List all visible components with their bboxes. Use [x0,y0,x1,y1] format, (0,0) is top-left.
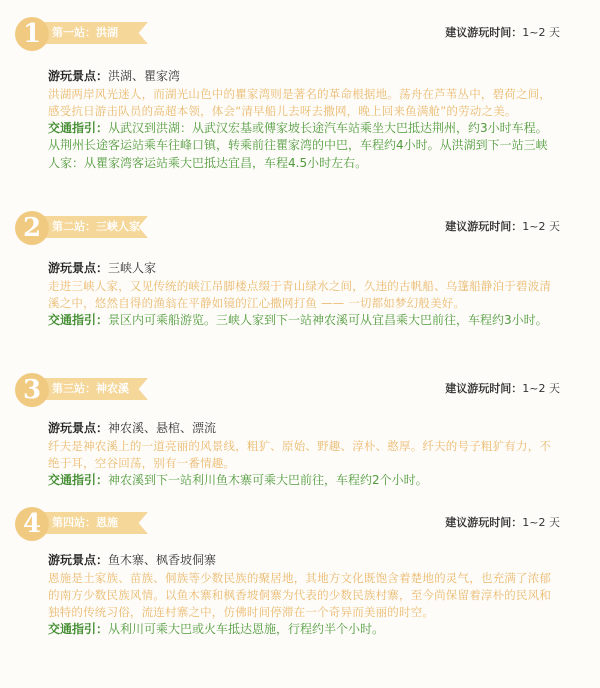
stage-3-body [0,420,600,489]
suggested-time [445,24,560,40]
spots-line [48,68,558,86]
stage-2-header [0,210,600,250]
stage-title: 第二站：三峡人家 [52,220,140,233]
stage-title: 第三站：神农溪 [52,382,129,395]
transport-line [48,472,558,490]
stage-number-badge: 2 [15,211,49,245]
suggested-time-label: 建议游玩时间： [445,26,523,39]
suggested-time-value: 1~2 天 [522,220,560,233]
transport-label: 交通指引： [48,312,109,327]
spots-line [48,420,558,438]
stage-description: 恩施是土家族、苗族、侗族等少数民族的聚居地，其地方文化既饱含着楚地的灵气，也充满了浓郁的南方少数民族风情。以鱼木寨和枫香坡侗寨为代表的少数民族村寨，至今尚保留着淳朴的民风和独特的传统习俗，流连村寨之中，仿佛时间停滞在一个奇异而美丽的时空。 [48,570,552,619]
stage-1-header [0,16,600,56]
suggested-time [445,514,560,530]
stage-number-badge: 1 [15,17,49,51]
spots-value: 鱼木寨、枫香坡侗寨 [108,553,217,567]
transport-value: 从武汉到洪湖：从武汉宏基或傅家坡长途汽车站乘坐大巴抵达荆州，约3小时车程。从荆州长途客运站乘车往峰口镇，转乘前往瞿家湾的中巴，车程约4小时。从洪湖到下一站三峡人家：从瞿家湾客运站乘大巴抵达宜昌，车程4.5小时左右。 [48,120,548,170]
suggested-time [445,380,560,396]
transport-value: 神农溪到下一站利川鱼木寨可乘大巴前往，车程约2个小时。 [108,472,428,487]
suggested-time-label: 建议游玩时间： [445,516,523,529]
stage-2-body [0,260,600,329]
stage-4-section [0,506,600,638]
stage-description: 走进三峡人家，又见传统的峡江吊脚楼点缀于青山绿水之间，久违的古帆船、乌篷船静泊于碧波清溪之中，悠然自得的渔翁在平静如镜的江心撒网打鱼 —— 一切都如梦幻般美好。 [48,278,552,310]
suggested-time-value: 1~2 天 [522,516,560,529]
spots-value: 三峡人家 [108,261,157,275]
stage-4-body [0,552,600,638]
stage-3-section [0,372,600,489]
transport-label: 交通指引： [48,621,109,636]
spots-label: 游玩景点： [48,421,109,435]
stage-number-badge: 3 [15,373,49,407]
stage-number-badge: 4 [15,507,49,541]
suggested-time-label: 建议游玩时间： [445,220,523,233]
stage-title: 第四站：恩施 [52,516,118,529]
suggested-time [445,218,560,234]
stage-1-section [0,16,600,172]
transport-line [48,120,558,173]
transport-label: 交通指引： [48,472,109,487]
stage-4-header [0,506,600,546]
stage-2-section [0,210,600,329]
stage-description: 洪湖两岸风光迷人，而湖光山色中的瞿家湾则是著名的革命根据地。荡舟在芦苇丛中，碧荷之间，感受抗日游击队员的高超本领，体会“清早船儿去呀去撒网，晚上回来鱼满舱”的劳动之美。 [48,86,552,118]
spots-label: 游玩景点： [48,261,109,275]
stage-3-header [0,372,600,412]
suggested-time-label: 建议游玩时间： [445,382,523,395]
stage-title: 第一站：洪湖 [52,26,118,39]
spots-label: 游玩景点： [48,69,109,83]
suggested-time-value: 1~2 天 [522,26,560,39]
suggested-time-value: 1~2 天 [522,382,560,395]
transport-value: 景区内可乘船游览。三峡人家到下一站神农溪可从宜昌乘大巴前往，车程约3小时。 [108,312,548,327]
transport-label: 交通指引： [48,120,109,135]
stage-description: 纤夫是神农溪上的一道亮丽的风景线，粗犷、原始、野趣、淳朴、憨厚。纤夫的号子粗犷有力，不绝于耳，空谷回荡，别有一番情趣。 [48,438,552,470]
spots-label: 游玩景点： [48,553,109,567]
spots-value: 洪湖、瞿家湾 [108,69,181,83]
transport-line [48,312,558,330]
spots-value: 神农溪、悬棺、漂流 [108,421,217,435]
spots-line [48,552,558,570]
transport-line [48,621,558,639]
spots-line [48,260,558,278]
transport-value: 从利川可乘大巴或火车抵达恩施，行程约半个小时。 [108,621,385,636]
stage-1-body [0,68,600,172]
